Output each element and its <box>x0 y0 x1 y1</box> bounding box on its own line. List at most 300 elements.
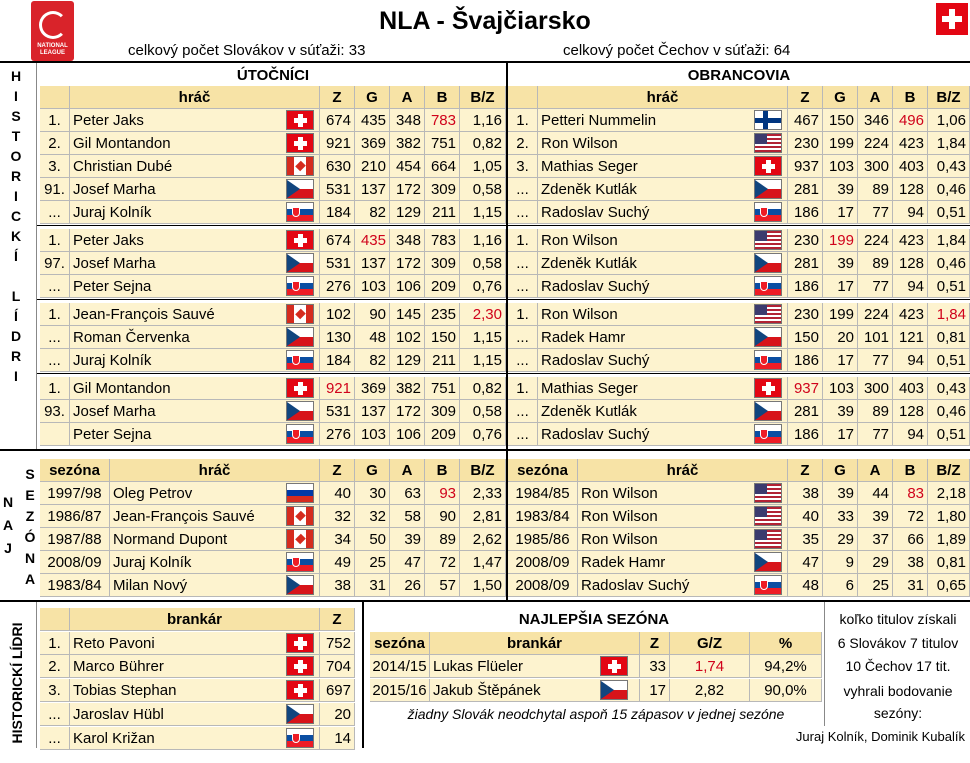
defense-row-rank: 1. <box>508 377 538 400</box>
defense-row-a: 89 <box>858 252 893 275</box>
swiss-flag-icon <box>286 110 314 130</box>
historic-leaders-vertical-label <box>8 66 24 386</box>
canadian-flag-icon <box>286 506 314 526</box>
divider <box>0 449 970 451</box>
vertical-letter: C <box>10 208 22 224</box>
season-row-name: Ron Wilson <box>578 482 788 505</box>
season-row-season: 1984/85 <box>508 482 578 505</box>
defense-row-bz: 1,84 <box>928 229 970 252</box>
defense-row-bz: 0,51 <box>928 201 970 224</box>
forward-row-name: Peter Jaks <box>70 109 320 132</box>
defense-row-rank: 3. <box>508 155 538 178</box>
swiss-flag-icon <box>286 656 314 676</box>
forward-row-name: Christian Dubé <box>70 155 320 178</box>
vertical-letter <box>14 268 18 284</box>
defense-row-g: 17 <box>823 201 858 224</box>
vertical-letter: J <box>4 540 12 557</box>
defense-row-name: Ron Wilson <box>538 303 788 326</box>
defense-row-a: 89 <box>858 178 893 201</box>
defense-row-b: 496 <box>893 109 928 132</box>
forward-row-name: Peter Jaks <box>70 229 320 252</box>
col-header-a: A <box>390 86 425 109</box>
defense-row-name: Petteri Nummelin <box>538 109 788 132</box>
forward-row-name: Gil Montandon <box>70 132 320 155</box>
defense-row-name: Mathias Seger <box>538 155 788 178</box>
forward-row-bz: 0,58 <box>460 400 506 423</box>
defense-row-g: 17 <box>823 349 858 372</box>
vertical-letter: I <box>14 368 18 384</box>
goalie-row-rank: 2. <box>40 655 70 678</box>
summary-czechs: celkový počet Čechov v súťaži: 64 <box>563 41 791 59</box>
vertical-letter: I <box>14 188 18 204</box>
defense-header: OBRANCOVIA <box>687 66 791 84</box>
forward-row-a: 129 <box>390 349 425 372</box>
col-header-z: Z <box>640 632 670 655</box>
season-row-season: 1983/84 <box>40 574 110 597</box>
vertical-letter: R <box>10 168 22 184</box>
defense-row-name: Zdeněk Kutlák <box>538 252 788 275</box>
forward-row-b: 783 <box>425 109 460 132</box>
defense-row-g: 39 <box>823 178 858 201</box>
divider <box>36 299 970 300</box>
season-row-g: 30 <box>355 482 390 505</box>
vertical-letter: R <box>10 348 22 364</box>
season-row-g: 39 <box>823 482 858 505</box>
defense-row-rank: ... <box>508 423 538 446</box>
defense-row-z: 937 <box>788 377 823 400</box>
forward-row-a: 348 <box>390 109 425 132</box>
vertical-letter: L <box>11 288 21 304</box>
defense-row-g: 39 <box>823 252 858 275</box>
defense-row-g: 199 <box>823 229 858 252</box>
forward-row-b: 211 <box>425 201 460 224</box>
vertical-letter: S <box>25 465 35 482</box>
forward-row-a: 382 <box>390 132 425 155</box>
forward-row-b: 209 <box>425 423 460 446</box>
col-header-player: hráč <box>578 459 788 482</box>
defense-row-rank: ... <box>508 252 538 275</box>
season-row-bz: 1,89 <box>928 528 970 551</box>
forward-row-g: 48 <box>355 326 390 349</box>
defense-row-g: 17 <box>823 423 858 446</box>
czech-flag-icon <box>286 704 314 724</box>
defense-row-z: 186 <box>788 349 823 372</box>
swiss-flag-icon <box>600 656 628 676</box>
forward-row-rank <box>40 423 70 446</box>
season-row-b: 31 <box>893 574 928 597</box>
defense-row-b: 121 <box>893 326 928 349</box>
forward-row-z: 674 <box>320 229 355 252</box>
vertical-letter: D <box>10 328 22 344</box>
forward-row-z: 531 <box>320 178 355 201</box>
forward-row-name: Jean-François Sauvé <box>70 303 320 326</box>
center-divider <box>506 451 508 600</box>
forward-row-rank: ... <box>40 201 70 224</box>
best-goalie-z: 33 <box>640 655 670 678</box>
slovak-flag-icon <box>286 202 314 222</box>
slovak-flag-icon <box>286 424 314 444</box>
best-goalie-pct: 90,0% <box>750 679 822 702</box>
season-row-z: 48 <box>788 574 823 597</box>
forward-row-bz: 0,76 <box>460 423 506 446</box>
canadian-flag-icon <box>286 529 314 549</box>
col-header <box>40 608 70 631</box>
goalie-row-z: 752 <box>320 632 355 655</box>
defense-row-z: 281 <box>788 400 823 423</box>
forward-row-bz: 1,16 <box>460 229 506 252</box>
defense-row-a: 300 <box>858 155 893 178</box>
season-row-bz: 1,47 <box>460 551 506 574</box>
season-row-g: 9 <box>823 551 858 574</box>
forward-row-bz: 0,76 <box>460 275 506 298</box>
goalie-row-z: 704 <box>320 655 355 678</box>
season-row-a: 37 <box>858 528 893 551</box>
forward-row-rank: 1. <box>40 303 70 326</box>
best-goalie-gz: 2,82 <box>670 679 750 702</box>
col-header-a: A <box>390 459 425 482</box>
col-header-gz: G/Z <box>670 632 750 655</box>
forward-row-rank: 1. <box>40 377 70 400</box>
defense-row-bz: 0,46 <box>928 178 970 201</box>
czech-flag-icon <box>600 680 628 700</box>
defense-row-g: 20 <box>823 326 858 349</box>
defense-row-name: Radek Hamr <box>538 326 788 349</box>
goalie-row-name: Reto Pavoni <box>70 632 320 655</box>
goalie-row-name: Jaroslav Hübl <box>70 703 320 726</box>
forward-row-rank: 2. <box>40 132 70 155</box>
col-header-season: sezóna <box>508 459 578 482</box>
defense-row-g: 150 <box>823 109 858 132</box>
best-goalie-gz: 1,74 <box>670 655 750 678</box>
us-flag-icon <box>754 483 782 503</box>
season-row-z: 40 <box>320 482 355 505</box>
season-row-bz: 0,81 <box>928 551 970 574</box>
slovak-flag-icon <box>754 575 782 595</box>
defense-row-b: 423 <box>893 229 928 252</box>
slovak-flag-icon <box>286 276 314 296</box>
season-row-b: 89 <box>425 528 460 551</box>
season-row-season: 1987/88 <box>40 528 110 551</box>
season-row-g: 32 <box>355 505 390 528</box>
forward-row-z: 531 <box>320 400 355 423</box>
scoring-label: vyhrali bodovanie <box>843 683 953 699</box>
forward-row-rank: 97. <box>40 252 70 275</box>
slovak-flag-icon <box>754 202 782 222</box>
forward-row-a: 348 <box>390 229 425 252</box>
defense-row-b: 423 <box>893 303 928 326</box>
vertical-letter: N <box>24 549 36 566</box>
defense-row-bz: 1,06 <box>928 109 970 132</box>
col-header-season: sezóna <box>40 459 110 482</box>
goalie-row-z: 697 <box>320 679 355 702</box>
forward-row-name: Peter Sejna <box>70 423 320 446</box>
vertical-letter: E <box>25 486 35 503</box>
us-flag-icon <box>754 133 782 153</box>
goalie-row-rank: 1. <box>40 632 70 655</box>
defense-row-rank: 1. <box>508 303 538 326</box>
defense-row-name: Radoslav Suchý <box>538 349 788 372</box>
czech-flag-icon <box>286 179 314 199</box>
defense-row-a: 77 <box>858 349 893 372</box>
season-row-z: 34 <box>320 528 355 551</box>
sezona-vertical-label <box>24 463 36 589</box>
swiss-flag-icon <box>286 680 314 700</box>
defense-row-rank: ... <box>508 400 538 423</box>
season-row-season: 2008/09 <box>508 551 578 574</box>
forward-row-name: Gil Montandon <box>70 377 320 400</box>
side-divider <box>36 63 37 449</box>
forward-row-bz: 1,15 <box>460 201 506 224</box>
defense-row-b: 94 <box>893 275 928 298</box>
forward-row-rank: ... <box>40 275 70 298</box>
best-season-header: NAJLEPŠIA SEZÓNA <box>518 610 670 628</box>
forward-row-a: 145 <box>390 303 425 326</box>
forward-row-g: 369 <box>355 132 390 155</box>
divider <box>36 373 970 374</box>
logo-swirl-icon <box>39 11 67 39</box>
defense-row-bz: 0,51 <box>928 423 970 446</box>
col-header-bz: B/Z <box>460 459 506 482</box>
col-header-bz: B/Z <box>928 86 970 109</box>
season-row-a: 44 <box>858 482 893 505</box>
season-row-a: 39 <box>858 505 893 528</box>
defense-row-a: 346 <box>858 109 893 132</box>
us-flag-icon <box>754 506 782 526</box>
best-season-note: žiadny Slovák neodchytal aspoň 15 zápasov v jednej sezóne <box>407 706 785 722</box>
col-header-player: hráč <box>110 459 320 482</box>
col-header-b: B <box>893 86 928 109</box>
col-header-b: B <box>425 86 460 109</box>
defense-row-bz: 1,84 <box>928 132 970 155</box>
col-header-z: Z <box>320 608 355 631</box>
forward-row-name: Juraj Kolník <box>70 349 320 372</box>
forward-row-g: 103 <box>355 275 390 298</box>
col-header-a: A <box>858 86 893 109</box>
forward-row-b: 309 <box>425 400 460 423</box>
defense-row-g: 199 <box>823 303 858 326</box>
season-row-z: 47 <box>788 551 823 574</box>
forward-row-z: 531 <box>320 252 355 275</box>
forward-row-bz: 1,15 <box>460 326 506 349</box>
forward-row-b: 309 <box>425 252 460 275</box>
goalies-vertical-label: HISTORICKÍ LÍDRI <box>9 622 25 744</box>
defense-row-name: Zdeněk Kutlák <box>538 178 788 201</box>
defense-row-b: 403 <box>893 155 928 178</box>
season-row-g: 6 <box>823 574 858 597</box>
forward-row-rank: ... <box>40 326 70 349</box>
goalie-row-z: 20 <box>320 703 355 726</box>
forward-row-g: 103 <box>355 423 390 446</box>
season-row-name: Normand Dupont <box>110 528 320 551</box>
season-row-g: 25 <box>355 551 390 574</box>
forward-row-a: 106 <box>390 423 425 446</box>
swiss-flag-icon <box>286 633 314 653</box>
col-header-z: Z <box>788 459 823 482</box>
season-row-b: 66 <box>893 528 928 551</box>
league-logo <box>31 1 74 61</box>
defense-row-bz: 0,51 <box>928 275 970 298</box>
season-row-bz: 1,50 <box>460 574 506 597</box>
slovak-flag-icon <box>286 728 314 748</box>
defense-row-z: 150 <box>788 326 823 349</box>
season-row-season: 1985/86 <box>508 528 578 551</box>
czech-flag-icon <box>754 552 782 572</box>
center-divider <box>506 63 508 449</box>
defense-row-rank: ... <box>508 326 538 349</box>
season-row-season: 1983/84 <box>508 505 578 528</box>
col-header-pct: % <box>750 632 822 655</box>
swiss-flag-icon <box>286 230 314 250</box>
defense-row-b: 423 <box>893 132 928 155</box>
best-goalie-season: 2014/15 <box>370 655 430 678</box>
forward-row-g: 435 <box>355 229 390 252</box>
forward-row-z: 630 <box>320 155 355 178</box>
czech-flag-icon <box>754 327 782 347</box>
logo-text: NATIONAL LEAGUE <box>37 43 68 56</box>
forward-row-g: 82 <box>355 201 390 224</box>
czech-flag-icon <box>754 401 782 421</box>
season-row-bz: 2,81 <box>460 505 506 528</box>
season-row-g: 33 <box>823 505 858 528</box>
slovak-flag-icon <box>286 350 314 370</box>
goalie-row-rank: ... <box>40 727 70 750</box>
forward-row-a: 106 <box>390 275 425 298</box>
season-row-z: 49 <box>320 551 355 574</box>
forward-row-g: 435 <box>355 109 390 132</box>
forward-row-g: 369 <box>355 377 390 400</box>
best-goalie-pct: 94,2% <box>750 655 822 678</box>
defense-row-a: 77 <box>858 201 893 224</box>
goalie-row-name: Tobias Stephan <box>70 679 320 702</box>
box-divider <box>824 602 825 726</box>
defense-row-a: 224 <box>858 132 893 155</box>
forward-row-b: 783 <box>425 229 460 252</box>
defense-row-z: 186 <box>788 275 823 298</box>
season-row-season: 2008/09 <box>40 551 110 574</box>
season-row-a: 29 <box>858 551 893 574</box>
defense-row-rank: 2. <box>508 132 538 155</box>
forward-row-rank: 1. <box>40 229 70 252</box>
forward-row-b: 309 <box>425 178 460 201</box>
defense-row-b: 94 <box>893 423 928 446</box>
col-header-z: Z <box>788 86 823 109</box>
col-header-g: G <box>355 459 390 482</box>
forward-row-rank: 93. <box>40 400 70 423</box>
season-row-name: Milan Nový <box>110 574 320 597</box>
forward-row-z: 276 <box>320 275 355 298</box>
czech-flag-icon <box>754 179 782 199</box>
season-row-b: 72 <box>893 505 928 528</box>
slovak-flag-icon <box>286 552 314 572</box>
defense-row-g: 39 <box>823 400 858 423</box>
titles-slovaks: 6 Slovákov 7 titulov <box>837 635 959 651</box>
side-divider <box>36 602 37 748</box>
defense-row-a: 224 <box>858 303 893 326</box>
defense-row-z: 281 <box>788 178 823 201</box>
vertical-letter: H <box>10 68 22 84</box>
col-header-b: B <box>893 459 928 482</box>
forward-row-name: Josef Marha <box>70 400 320 423</box>
forward-row-rank: 1. <box>40 109 70 132</box>
col-header-a: A <box>858 459 893 482</box>
col-header-bz: B/Z <box>460 86 506 109</box>
season-row-a: 47 <box>390 551 425 574</box>
forward-row-g: 137 <box>355 252 390 275</box>
forward-row-a: 129 <box>390 201 425 224</box>
vertical-letter: K <box>10 228 22 244</box>
defense-row-rank: 1. <box>508 109 538 132</box>
defense-row-b: 128 <box>893 400 928 423</box>
forward-row-z: 674 <box>320 109 355 132</box>
best-goalie-name: Jakub Štěpánek <box>430 679 640 702</box>
season-row-name: Ron Wilson <box>578 505 788 528</box>
season-row-bz: 2,18 <box>928 482 970 505</box>
best-goalie-z: 17 <box>640 679 670 702</box>
swiss-flag-icon <box>286 133 314 153</box>
vertical-letter: Ó <box>24 528 36 545</box>
defense-row-a: 224 <box>858 229 893 252</box>
forward-row-b: 209 <box>425 275 460 298</box>
season-row-bz: 0,65 <box>928 574 970 597</box>
season-row-z: 38 <box>320 574 355 597</box>
russian-flag-icon <box>286 483 314 503</box>
us-flag-icon <box>754 304 782 324</box>
czech-flag-icon <box>286 401 314 421</box>
swiss-flag-icon <box>754 156 782 176</box>
forward-row-name: Juraj Kolník <box>70 201 320 224</box>
vertical-letter: N <box>2 493 14 510</box>
forward-row-bz: 2,30 <box>460 303 506 326</box>
defense-row-name: Zdeněk Kutlák <box>538 400 788 423</box>
season-row-season: 2008/09 <box>508 574 578 597</box>
finnish-flag-icon <box>754 110 782 130</box>
col-header <box>508 86 538 109</box>
vertical-letter: Í <box>14 308 18 324</box>
season-row-b: 93 <box>425 482 460 505</box>
defense-row-a: 300 <box>858 377 893 400</box>
forward-row-bz: 0,82 <box>460 377 506 400</box>
season-row-b: 83 <box>893 482 928 505</box>
forward-row-g: 82 <box>355 349 390 372</box>
col-header-bz: B/Z <box>928 459 970 482</box>
vertical-letter: Í <box>14 248 18 264</box>
swiss-flag-icon <box>286 378 314 398</box>
col-header-z: Z <box>320 86 355 109</box>
defense-row-name: Radoslav Suchý <box>538 423 788 446</box>
forward-row-a: 102 <box>390 326 425 349</box>
forward-row-a: 382 <box>390 377 425 400</box>
defense-row-bz: 0,43 <box>928 155 970 178</box>
defense-row-bz: 0,43 <box>928 377 970 400</box>
swiss-flag-icon <box>936 3 968 35</box>
authors: Juraj Kolník, Dominik Kubalík <box>795 728 965 744</box>
forward-row-b: 235 <box>425 303 460 326</box>
forwards-header: ÚTOČNÍCI <box>236 66 310 84</box>
col-header-g: G <box>355 86 390 109</box>
vertical-letter: Z <box>25 507 35 524</box>
titles-question: koľko titulov získali <box>839 611 957 627</box>
defense-row-name: Ron Wilson <box>538 132 788 155</box>
defense-row-b: 128 <box>893 252 928 275</box>
forward-row-b: 150 <box>425 326 460 349</box>
defense-row-bz: 0,46 <box>928 400 970 423</box>
goalie-row-rank: 3. <box>40 679 70 702</box>
forward-row-name: Peter Sejna <box>70 275 320 298</box>
defense-row-b: 403 <box>893 377 928 400</box>
season-row-b: 57 <box>425 574 460 597</box>
vertical-letter: S <box>11 108 21 124</box>
page-title: NLA - Švajčiarsko <box>379 6 591 35</box>
